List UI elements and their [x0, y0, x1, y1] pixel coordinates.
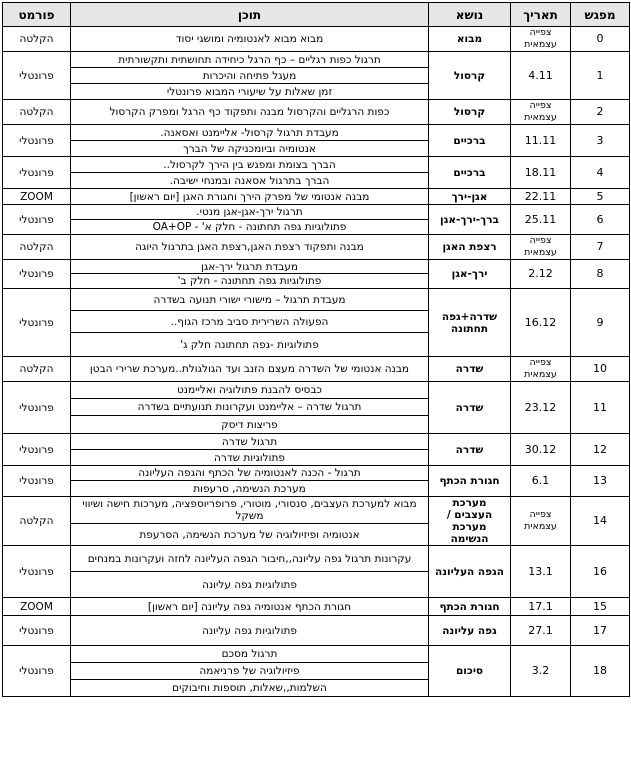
session-content-line: מעבדת תרגול ירך-אגן	[71, 260, 429, 274]
session-date: 16.12	[511, 289, 571, 357]
table-row	[3, 100, 630, 125]
session-content-line: השלמות,,שאלות, תוספות וחיבוקים	[71, 680, 429, 697]
session-content-line: תרגול שדרה	[71, 434, 429, 450]
session-content-line: מבנה אנטומי של השדרה מעצם הזנב ועד הגולגולת..מערכת שרירי הבטן	[71, 357, 429, 382]
session-number: 10	[571, 357, 630, 382]
header-content: תוכן	[71, 3, 429, 27]
session-content-line: הברך בצומת ומפגש בין הירך לקרסול..	[71, 157, 429, 173]
session-content-line: אנטומיה וביומכניקה של הברך	[71, 141, 429, 157]
session-content-line: כפות הרגליים והקרסול מבנה ותפקוד כף הרגל ומפרק הקרסול	[71, 100, 429, 125]
session-format: ZOOM	[3, 189, 71, 205]
session-topic: ברך-ירך-אגן	[429, 205, 511, 235]
table-row	[3, 598, 630, 616]
session-number: 3	[571, 125, 630, 157]
session-content-line: חגורת הכתף אנטומיה גפה עליונה [יום ראשון]	[71, 598, 429, 616]
session-format: פרונטלי	[3, 546, 71, 598]
session-content-line: מבוא למערכת העצבים, סנסורי, מוטורי, פרופריוספציה, מערכות חישה ושיווי משקל	[71, 497, 429, 524]
session-content-line: תרגול כפות רגליים – כף הרגל כיחידה תחושתית ותקשורתית	[71, 52, 429, 68]
session-format: הקלטה	[3, 497, 71, 546]
session-date: 13.1	[511, 546, 571, 598]
session-number: 12	[571, 434, 630, 466]
table-row	[3, 125, 630, 141]
session-date: 17.1	[511, 598, 571, 616]
table-row	[3, 497, 630, 524]
session-format: הקלטה	[3, 27, 71, 52]
session-format: פרונטלי	[3, 466, 71, 497]
header-topic: נושא	[429, 3, 511, 27]
session-date: 25.11	[511, 205, 571, 235]
session-topic: סיכום	[429, 646, 511, 697]
session-number: 14	[571, 497, 630, 546]
session-content-line: פתולוגיות -גפה תחתונה חלק ג'	[71, 333, 429, 357]
session-number: 16	[571, 546, 630, 598]
session-date: 2.12	[511, 260, 571, 289]
table-row	[3, 260, 630, 274]
session-content-line: מבנה ותפקוד רצפת האגן,רצפת האגן בתרגול היוגה	[71, 235, 429, 260]
session-content-line: מבנה אנטומי של מפרק הירך וחגורת האגן [יום ראשון]	[71, 189, 429, 205]
session-content-line: עקרונות תרגול גפה עליונה,,חיבור הגפה העליונה לחזה ועקרונות במנחים	[71, 546, 429, 572]
session-content-line: פתולוגיות גפה תחתונה - חלק ב'	[71, 274, 429, 289]
header-date: תאריך	[511, 3, 571, 27]
session-topic: מערכת העצבים / מערכת הנשימה	[429, 497, 511, 546]
session-content-line: הברך בתרגול אסאנה ובמנחי ישיבה.	[71, 173, 429, 189]
session-date: צפייה עצמאית	[511, 497, 571, 546]
session-content-line: מעגל פתיחה והיכרות	[71, 68, 429, 84]
session-date: 3.2	[511, 646, 571, 697]
session-date: 30.12	[511, 434, 571, 466]
session-format: פרונטלי	[3, 646, 71, 697]
session-topic: שדרה	[429, 382, 511, 434]
session-format: פרונטלי	[3, 616, 71, 646]
session-format: ZOOM	[3, 598, 71, 616]
table-row	[3, 616, 630, 646]
table-row	[3, 357, 630, 382]
session-date: 23.12	[511, 382, 571, 434]
session-content-line: תרגול מסכם	[71, 646, 429, 663]
session-topic: קרסול	[429, 100, 511, 125]
session-topic: מבוא	[429, 27, 511, 52]
session-format: פרונטלי	[3, 157, 71, 189]
table-row	[3, 289, 630, 311]
session-content-line: תרגול - הכנה לאנטומיה של הכתף והגפה העליונה	[71, 466, 429, 481]
session-format: פרונטלי	[3, 382, 71, 434]
session-content-line: פתולוגיות שדרה	[71, 450, 429, 466]
table-row	[3, 546, 630, 572]
session-content-line: הפעולה השרירית סביב מרכז הגוף..	[71, 311, 429, 333]
header-row	[3, 3, 630, 27]
schedule-table	[2, 2, 630, 697]
session-content-line: מבוא מבוא לאנטומיה ומושגי יסוד	[71, 27, 429, 52]
session-topic: שדרה	[429, 357, 511, 382]
header-session: מפגש	[571, 3, 630, 27]
session-content-line: פתולוגיות גפה תחתונה - חלק א' - OA+OP	[71, 220, 429, 235]
session-topic: שדרה	[429, 434, 511, 466]
table-row	[3, 382, 630, 399]
session-topic: חגורת הכתף	[429, 466, 511, 497]
session-content-line: מערכת הנשימה, סרעפות	[71, 481, 429, 497]
session-date: 22.11	[511, 189, 571, 205]
session-date: 27.1	[511, 616, 571, 646]
session-number: 2	[571, 100, 630, 125]
session-topic: הגפה העליונה	[429, 546, 511, 598]
session-topic: גפה עליונה	[429, 616, 511, 646]
table-row	[3, 646, 630, 663]
session-topic: ברכיים	[429, 125, 511, 157]
session-number: 18	[571, 646, 630, 697]
table-row	[3, 434, 630, 450]
header-format: פורמט	[3, 3, 71, 27]
session-date: צפייה עצמאית	[511, 235, 571, 260]
session-format: פרונטלי	[3, 434, 71, 466]
session-topic: קרסול	[429, 52, 511, 100]
session-date: 4.11	[511, 52, 571, 100]
table-row	[3, 466, 630, 481]
session-number: 8	[571, 260, 630, 289]
session-content-line: כבסיס להבנת פתולוגיה ואליימנט	[71, 382, 429, 399]
table-row	[3, 27, 630, 52]
session-format: פרונטלי	[3, 125, 71, 157]
session-topic: ברכיים	[429, 157, 511, 189]
session-topic: שדרה+גפה תחתונה	[429, 289, 511, 357]
session-format: פרונטלי	[3, 289, 71, 357]
table-row	[3, 235, 630, 260]
session-format: הקלטה	[3, 235, 71, 260]
table-row	[3, 52, 630, 68]
session-number: 9	[571, 289, 630, 357]
session-number: 17	[571, 616, 630, 646]
session-number: 0	[571, 27, 630, 52]
session-topic: רצפת האגן	[429, 235, 511, 260]
session-number: 5	[571, 189, 630, 205]
session-number: 6	[571, 205, 630, 235]
session-date: 6.1	[511, 466, 571, 497]
session-content-line: מעבדת תרגול – מישורי ישורי תנועה בשדרה	[71, 289, 429, 311]
session-number: 7	[571, 235, 630, 260]
session-date: צפייה עצמאית	[511, 357, 571, 382]
session-content-line: זמן שאלות על שיעורי המבוא פרונטלי	[71, 84, 429, 100]
session-number: 4	[571, 157, 630, 189]
session-content-line: אנטומיה ופיזיולוגיה של מערכת הנשימה, הסרעפת	[71, 524, 429, 546]
session-number: 11	[571, 382, 630, 434]
session-content-line: פתולוגיות גפה עליונה	[71, 616, 429, 646]
session-format: פרונטלי	[3, 205, 71, 235]
session-number: 1	[571, 52, 630, 100]
session-number: 15	[571, 598, 630, 616]
session-topic: חגורת הכתף	[429, 598, 511, 616]
session-topic: ירך-אגן	[429, 260, 511, 289]
session-format: הקלטה	[3, 357, 71, 382]
table-row	[3, 205, 630, 220]
session-content-line: פריצות דיסק	[71, 416, 429, 434]
session-content-line: תרגול שדרה – אליימנט ועקרונות תנועתיים בשדרה	[71, 399, 429, 416]
session-date: צפייה עצמאית	[511, 100, 571, 125]
session-date: צפייה עצמאית	[511, 27, 571, 52]
session-topic: אגן-ירך	[429, 189, 511, 205]
session-content-line: תרגול ירך-אגן-אגן מנטי.	[71, 205, 429, 220]
session-content-line: מעבדת תרגול קרסול- אליימנט ואסאנה.	[71, 125, 429, 141]
session-format: הקלטה	[3, 100, 71, 125]
session-date: 11.11	[511, 125, 571, 157]
table-row	[3, 157, 630, 173]
session-number: 13	[571, 466, 630, 497]
session-date: 18.11	[511, 157, 571, 189]
table-row	[3, 189, 630, 205]
session-content-line: פתולוגיות גפה עליונה	[71, 572, 429, 598]
session-format: פרונטלי	[3, 260, 71, 289]
session-format: פרונטלי	[3, 52, 71, 100]
session-content-line: פיזיולוגיה של פרניאמה	[71, 663, 429, 680]
